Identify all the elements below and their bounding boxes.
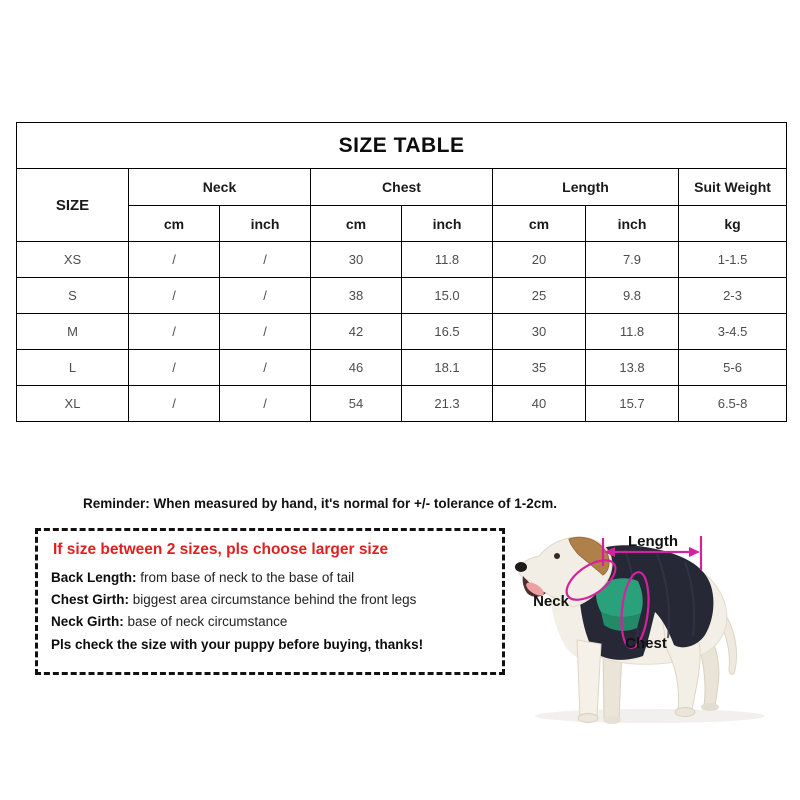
table-row-xs: [17, 242, 787, 278]
unit-header: inch: [402, 206, 493, 242]
value-cell: 21.3: [402, 386, 493, 422]
value-cell: 38: [311, 278, 402, 314]
choose-larger-size-note: If size between 2 sizes, pls choose larger size: [53, 541, 389, 558]
value-cell: 13.8: [586, 350, 679, 386]
dog-front-leg-near: [577, 640, 601, 717]
value-cell: 1-1.5: [679, 242, 787, 278]
value-cell: /: [220, 278, 311, 314]
measure-tolerance-reminder: Reminder: When measured by hand, it's normal for +/- tolerance of 1-2cm.: [83, 496, 557, 511]
value-cell: 30: [493, 314, 586, 350]
ground-shadow: [535, 709, 765, 723]
dog-illustration: [505, 508, 797, 726]
chest-girth-desc: biggest area circumstance behind the front legs: [129, 592, 417, 607]
unit-header: cm: [129, 206, 220, 242]
check-size-note: Pls check the size with your puppy before buying, thanks!: [51, 637, 424, 652]
dog-eye: [554, 553, 560, 559]
value-cell: /: [220, 242, 311, 278]
value-cell: 6.5-8: [679, 386, 787, 422]
size-table-title: SIZE TABLE: [17, 123, 787, 169]
dog-measurement-diagram: [505, 508, 797, 726]
table-row-m: [17, 314, 787, 350]
value-cell: /: [220, 314, 311, 350]
neck-girth-definition: [51, 611, 502, 633]
value-cell: /: [220, 386, 311, 422]
value-cell: /: [220, 350, 311, 386]
value-cell: 40: [493, 386, 586, 422]
value-cell: 3-4.5: [679, 314, 787, 350]
dog-paw: [603, 716, 621, 724]
value-cell: 11.8: [586, 314, 679, 350]
dog-paw: [578, 714, 598, 723]
value-cell: 9.8: [586, 278, 679, 314]
value-cell: 7.9: [586, 242, 679, 278]
column-group-suit-weight: Suit Weight: [679, 169, 787, 206]
column-group-chest: Chest: [311, 169, 493, 206]
column-group-length: Length: [493, 169, 679, 206]
column-header-size: SIZE: [17, 169, 129, 242]
dog-nose: [515, 562, 527, 572]
chest-label: Chest: [625, 635, 667, 652]
neck-girth-desc: base of neck circumstance: [123, 614, 288, 629]
value-cell: /: [129, 314, 220, 350]
dog-paw: [675, 708, 695, 717]
value-cell: /: [129, 278, 220, 314]
unit-header: cm: [311, 206, 402, 242]
value-cell: /: [129, 242, 220, 278]
size-cell: L: [17, 350, 129, 386]
table-row-xl: [17, 386, 787, 422]
back-length-term: Back Length:: [51, 570, 137, 585]
value-cell: 42: [311, 314, 402, 350]
table-row-l: [17, 350, 787, 386]
value-cell: /: [129, 350, 220, 386]
value-cell: 30: [311, 242, 402, 278]
value-cell: 54: [311, 386, 402, 422]
value-cell: 15.0: [402, 278, 493, 314]
unit-header: inch: [586, 206, 679, 242]
neck-girth-term: Neck Girth:: [51, 614, 124, 629]
size-cell: XS: [17, 242, 129, 278]
value-cell: 35: [493, 350, 586, 386]
size-cell: XL: [17, 386, 129, 422]
dog-paw: [701, 703, 719, 711]
unit-header: cm: [493, 206, 586, 242]
value-cell: 5-6: [679, 350, 787, 386]
chest-girth-definition: [51, 589, 502, 611]
value-cell: 15.7: [586, 386, 679, 422]
neck-label: Neck: [533, 593, 569, 610]
size-cell: M: [17, 314, 129, 350]
value-cell: 16.5: [402, 314, 493, 350]
arrowhead-right: [689, 547, 700, 557]
length-label: Length: [628, 533, 678, 550]
table-row-s: [17, 278, 787, 314]
size-cell: S: [17, 278, 129, 314]
back-length-definition: [51, 567, 502, 589]
value-cell: /: [129, 386, 220, 422]
unit-header: inch: [220, 206, 311, 242]
size-table: [16, 122, 787, 422]
column-group-neck: Neck: [129, 169, 311, 206]
value-cell: 25: [493, 278, 586, 314]
sizing-note-box: [35, 528, 505, 675]
value-cell: 2-3: [679, 278, 787, 314]
value-cell: 20: [493, 242, 586, 278]
unit-header: kg: [679, 206, 787, 242]
chest-girth-term: Chest Girth:: [51, 592, 130, 607]
value-cell: 11.8: [402, 242, 493, 278]
value-cell: 18.1: [402, 350, 493, 386]
value-cell: 46: [311, 350, 402, 386]
back-length-desc: from base of neck to the base of tail: [136, 570, 355, 585]
